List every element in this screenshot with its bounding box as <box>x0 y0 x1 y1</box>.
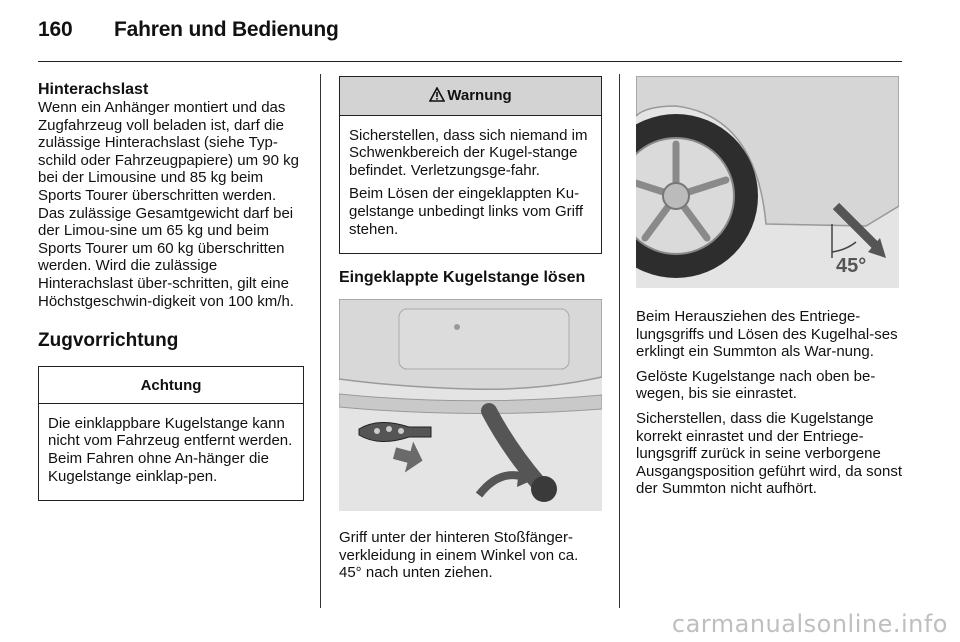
right-text-2: Gelöste Kugelstange nach oben be-wegen, bis sie einrastet. <box>636 367 876 403</box>
caution-title: Achtung <box>39 367 303 404</box>
page-header <box>38 18 339 42</box>
warning-box <box>339 76 602 254</box>
warning-text-2: Beim Lösen der eingeklappten Ku-gelstange unbedingt links vom Griff stehen. <box>349 185 584 238</box>
watermark: carmanualsonline.info <box>671 610 948 638</box>
right-column <box>636 76 902 505</box>
column-divider-right <box>619 74 620 608</box>
figure-caption: Griff unter der hinteren Stoßfänger-verkleidung in einem Winkel von ca. 45° nach unten ziehen. <box>339 529 579 582</box>
warning-header <box>340 77 601 116</box>
column-divider-left <box>320 74 321 608</box>
angle-label: 45° <box>836 255 867 277</box>
section-title-zugvorrichtung: Zugvorrichtung <box>38 330 179 352</box>
right-text-3: Sicherstellen, dass die Kugelstange korrekt einrastet und der Entriege-lungsgriff zurück in seine verborgene Ausgangsposition geführt wird, da sonst der Summton nicht aufhört. <box>636 409 902 498</box>
page-title: Fahren und Bedienung <box>114 18 339 41</box>
middle-column <box>339 76 602 589</box>
tow-bar-illustration <box>339 299 602 511</box>
wheel-illustration <box>636 76 899 288</box>
page-number: 160 <box>38 18 73 41</box>
header-rule <box>38 61 902 62</box>
warning-title: Warnung <box>447 87 512 104</box>
warning-text-1: Sicherstellen, dass sich niemand im Schwenkbereich der Kugel-stange befindet. Verletzungsge-fahr. <box>349 126 588 179</box>
right-text-1: Beim Herausziehen des Entriege-lungsgriffs und Lösen des Kugelhal-ses erklingt ein Summton als War-nung. <box>636 308 898 361</box>
caution-box <box>38 366 304 501</box>
caution-text: Die einklappbare Kugelstange kann nicht vom Fahrzeug entfernt werden. Beim Fahren ohne An-hänger die Kugelstange einklap-pen. <box>48 414 293 485</box>
section-title-hinterachslast: Hinterachslast <box>38 81 149 98</box>
hinterachslast-text: Wenn ein Anhänger montiert und das Zugfahrzeug voll beladen ist, darf die zulässige Hinterachslast (siehe Typ-schild oder Fahrzeugpapiere) um 90 kg bei der Limousine und 85 kg beim Sports Tourer überschritten werden. Das zulässige Gesamtgewicht darf bei der Limou-sine um 65 kg und beim Sports Tourer um 60 kg überschritten werden. Wird die zulässige Hinterachslast über-schritten, gilt eine Höchstgeschwin-digkeit von 100 km/h. <box>38 99 299 310</box>
warning-triangle-icon <box>429 87 445 107</box>
left-column <box>38 80 304 501</box>
section-title-kugelstange: Eingeklappte Kugelstange lösen <box>339 269 586 287</box>
